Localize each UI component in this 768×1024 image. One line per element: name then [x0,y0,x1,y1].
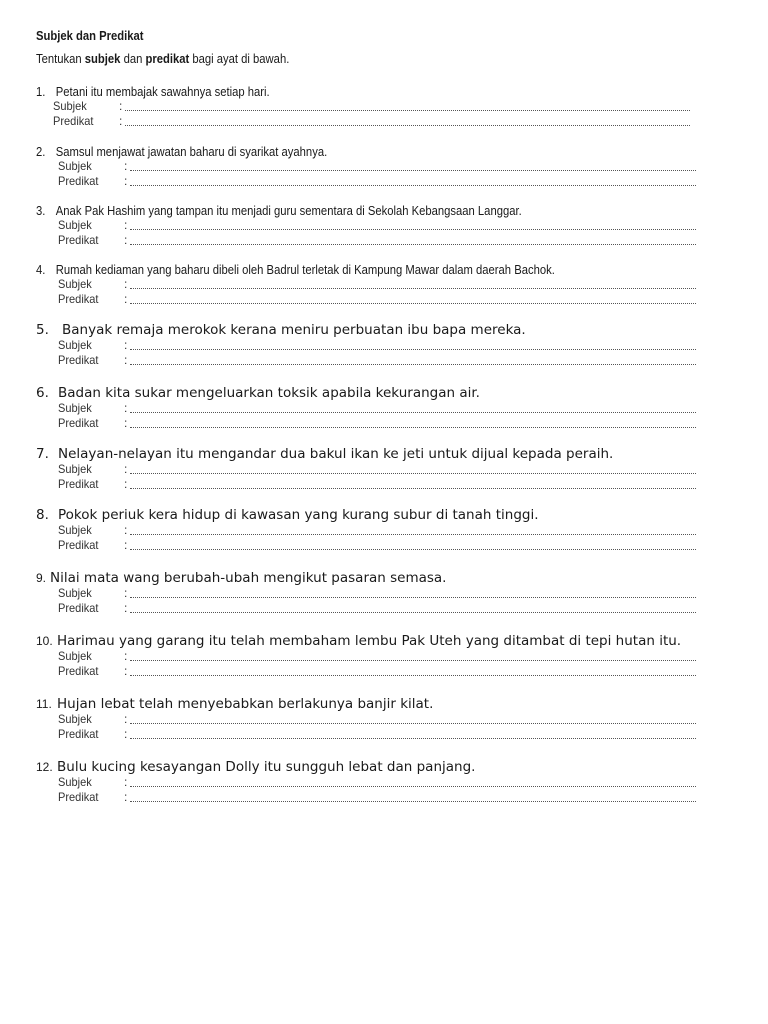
question-line [36,85,704,99]
subject-label: Subjek [58,159,92,173]
predicate-label: Predikat [53,114,94,128]
question-line [36,446,704,462]
question-2 [36,145,704,189]
predicate-label: Predikat [58,727,99,741]
colon: : [124,218,128,232]
question-text: Hujan lebat telah menyebabkan berlakunya banjir kilat. [57,696,434,712]
question-line [36,204,704,218]
subject-answer-row [58,462,696,477]
predicate-answer-row [58,727,696,742]
subject-answer-line[interactable] [130,348,696,350]
instruction-bold-predikat: predikat [145,52,190,66]
subject-answer-row [58,523,696,538]
subject-answer-row [53,99,690,114]
question-8 [36,507,704,553]
question-9 [36,570,704,616]
predicate-answer-row [58,538,696,553]
subject-answer-row [58,775,696,790]
colon: : [124,586,128,600]
question-text: Petani itu membajak sawahnya setiap hari. [55,85,270,99]
question-text: Nelayan-nelayan itu mengandar dua bakul ikan ke jeti untuk dijual kepada peraih. [58,446,614,462]
question-5 [36,322,704,368]
predicate-answer-line[interactable] [130,737,696,739]
predicate-answer-line[interactable] [130,302,696,304]
predicate-answer-line[interactable] [130,548,696,550]
colon: : [124,416,128,430]
predicate-answer-line[interactable] [125,124,690,126]
worksheet-title: Subjek dan Predikat [36,29,144,43]
predicate-answer-line[interactable] [130,611,696,613]
question-line [36,507,704,523]
subject-answer-line[interactable] [130,533,696,535]
subject-answer-row [58,218,696,233]
colon: : [124,159,128,173]
question-text: Rumah kediaman yang baharu dibeli oleh Badrul terletak di Kampung Mawar dalam daerah Bachok. [55,263,555,277]
question-number: 9. [36,571,47,585]
question-11 [36,696,704,742]
predicate-answer-row [58,790,696,805]
subject-answer-line[interactable] [130,722,696,724]
subject-answer-line[interactable] [130,659,696,661]
subject-answer-line[interactable] [130,228,696,230]
question-text: Samsul menjawat jawatan baharu di syarikat ayahnya. [55,145,328,159]
question-line [36,145,704,159]
predicate-answer-row [58,416,696,431]
predicate-answer-row [58,353,696,368]
predicate-label: Predikat [58,477,99,491]
colon: : [124,338,128,352]
question-number: 1. [36,85,46,99]
question-text: Nilai mata wang berubah-ubah mengikut pasaran semasa. [50,570,447,586]
predicate-answer-line[interactable] [130,363,696,365]
question-line [36,570,704,586]
subject-answer-row [58,277,696,292]
colon: : [124,174,128,188]
predicate-label: Predikat [58,601,99,615]
colon: : [124,277,128,291]
subject-label: Subjek [58,649,92,663]
predicate-answer-row [58,601,696,616]
question-line [36,385,704,401]
predicate-label: Predikat [58,538,99,552]
question-number: 7. [36,446,49,462]
predicate-answer-line[interactable] [130,426,696,428]
instruction-bold-subjek: subjek [84,52,121,66]
subject-label: Subjek [58,277,92,291]
question-10 [36,633,704,679]
predicate-answer-row [53,114,690,129]
question-1 [36,85,704,129]
subject-label: Subjek [58,586,92,600]
colon: : [124,727,128,741]
predicate-label: Predikat [58,790,99,804]
subject-label: Subjek [58,523,92,537]
subject-label: Subjek [58,401,92,415]
question-number: 2. [36,145,46,159]
question-number: 12. [36,760,53,774]
subject-answer-line[interactable] [125,109,690,111]
subject-answer-row [58,159,696,174]
subject-answer-row [58,649,696,664]
subject-answer-row [58,586,696,601]
question-line [36,759,704,775]
question-number: 3. [36,204,46,218]
subject-answer-line[interactable] [130,596,696,598]
colon: : [124,233,128,247]
subject-answer-row [58,338,696,353]
subject-answer-line[interactable] [130,287,696,289]
colon: : [119,99,123,113]
subject-answer-row [58,712,696,727]
subject-label: Subjek [58,462,92,476]
question-line [36,322,704,338]
instruction-mid: dan [120,52,146,66]
predicate-label: Predikat [58,174,99,188]
subject-answer-line[interactable] [130,472,696,474]
colon: : [124,523,128,537]
predicate-answer-row [58,664,696,679]
predicate-label: Predikat [58,664,99,678]
instruction-post: bagi ayat di bawah. [189,52,290,66]
question-number: 6. [36,385,49,401]
question-number: 8. [36,507,49,523]
question-line [36,633,704,649]
predicate-label: Predikat [58,353,99,367]
colon: : [124,790,128,804]
colon: : [124,477,128,491]
subject-label: Subjek [58,775,92,789]
colon: : [124,462,128,476]
predicate-answer-line[interactable] [130,674,696,676]
colon: : [124,353,128,367]
colon: : [124,649,128,663]
predicate-answer-line[interactable] [130,800,696,802]
question-text: Badan kita sukar mengeluarkan toksik apabila kekurangan air. [58,385,480,401]
predicate-answer-row [58,292,696,307]
question-line [36,263,704,277]
question-12 [36,759,704,805]
subject-answer-row [58,401,696,416]
question-7 [36,446,704,492]
question-text: Anak Pak Hashim yang tampan itu menjadi guru sementara di Sekolah Kebangsaan Langgar. [55,204,522,218]
question-text: Pokok periuk kera hidup di kawasan yang kurang subur di tanah tinggi. [58,507,539,523]
question-6 [36,385,704,431]
predicate-answer-row [58,233,696,248]
colon: : [124,401,128,415]
predicate-answer-line[interactable] [130,184,696,186]
question-3 [36,204,704,248]
colon: : [124,712,128,726]
subject-answer-line[interactable] [130,169,696,171]
predicate-answer-line[interactable] [130,487,696,489]
predicate-label: Predikat [58,233,99,247]
question-4 [36,263,704,307]
colon: : [124,775,128,789]
question-text: Banyak remaja merokok kerana meniru perbuatan ibu bapa mereka. [62,322,526,338]
colon: : [124,292,128,306]
question-number: 11. [36,697,52,711]
instruction-text [36,52,289,66]
predicate-answer-row [58,174,696,189]
subject-label: Subjek [58,338,92,352]
instruction-pre: Tentukan [36,52,85,66]
colon: : [119,114,123,128]
subject-answer-line[interactable] [130,411,696,413]
subject-label: Subjek [53,99,87,113]
colon: : [124,538,128,552]
predicate-answer-row [58,477,696,492]
subject-answer-line[interactable] [130,785,696,787]
predicate-label: Predikat [58,292,99,306]
colon: : [124,601,128,615]
question-number: 5. [36,322,49,338]
question-text: Harimau yang garang itu telah membaham lembu Pak Uteh yang ditambat di tepi hutan itu. [57,633,682,649]
predicate-label: Predikat [58,416,99,430]
subject-label: Subjek [58,218,92,232]
colon: : [124,664,128,678]
question-number: 4. [36,263,46,277]
question-text: Bulu kucing kesayangan Dolly itu sungguh lebat dan panjang. [57,759,476,775]
subject-label: Subjek [58,712,92,726]
predicate-answer-line[interactable] [130,243,696,245]
question-number: 10. [36,634,53,648]
question-line [36,696,704,712]
